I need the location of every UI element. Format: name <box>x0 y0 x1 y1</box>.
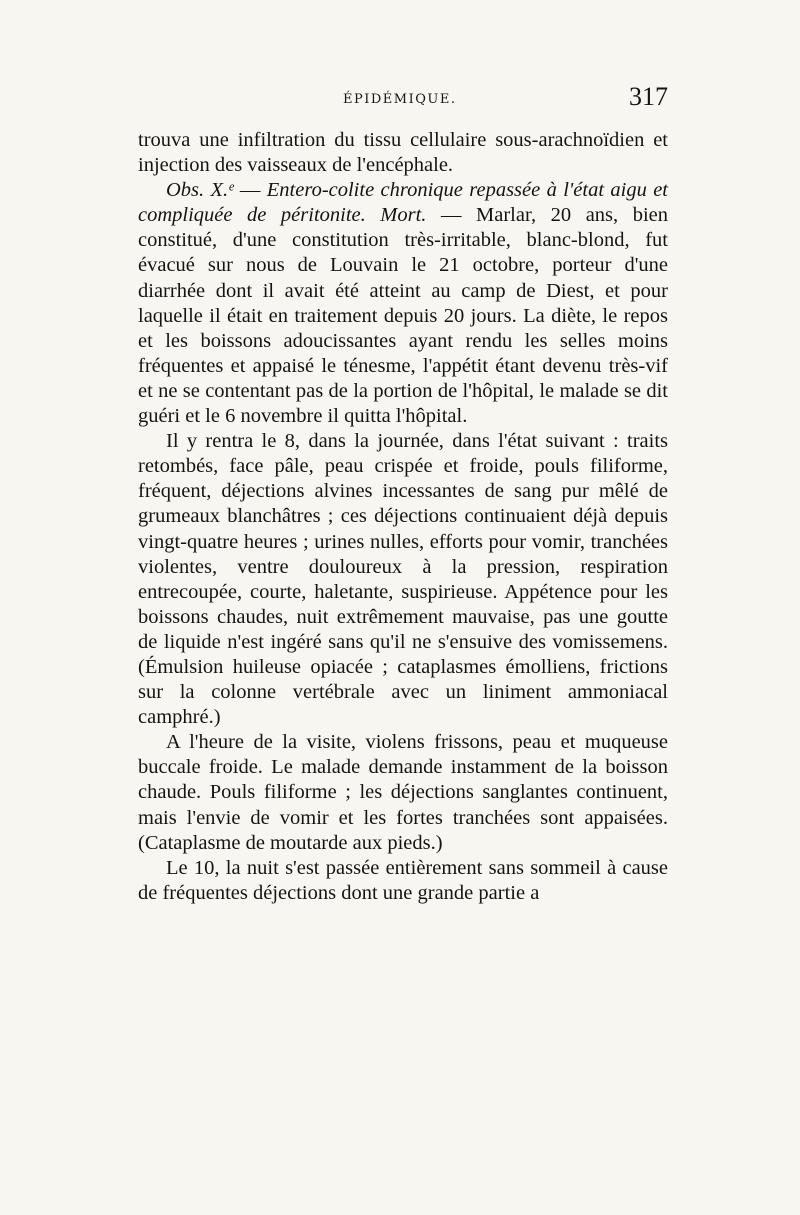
paragraph-continuation: trouva une infiltration du tissu cellulaire sous-arachnoïdien et injection des vaisseaux de l'encéphale. <box>138 129 668 177</box>
paragraph-visit: A l'heure de la visite, violens frissons, peau et muqueuse buccale froide. Le malade demande instamment de la boisson chaude. Pouls filiforme ; les déjections sanglantes continuent, mais l'envie de vomir et les fortes tranchées sont appaisées. (Cataplasme de moutarde aux pieds.) <box>138 731 668 854</box>
observation-label: Obs. X.ᵉ <box>166 179 234 202</box>
page-header <box>138 80 668 120</box>
observation-dash: — <box>233 179 267 202</box>
page-number: 317 <box>629 82 668 111</box>
paragraph-readmission: Il y rentra le 8, dans la journée, dans l'état suivant : traits retombés, face pâle, peau crispée et froide, pouls filiforme, fréquent, déjections alvines incessantes de sang pur mêlé de grumeaux blanchâtres ; ces déjections continuaient déjà depuis vingt-quatre heures ; urines nulles, efforts pour vomir, tranchées violentes, ventre douloureux à la pression, respiration entrecoupée, courte, haletante, suspirieuse. Appétence pour les boissons chaudes, nuit extrêmement mauvaise, pas une goutte de liquide n'est ingéré sans qu'il ne s'ensuive des vomissemens. (Émulsion huileuse opiacée ; cataplasmes émolliens, frictions sur la colonne vertébrale avec un liniment ammoniacal camphré.) <box>138 430 668 729</box>
body-text <box>138 128 668 906</box>
running-title: ÉPIDÉMIQUE. <box>343 92 457 107</box>
observation-text: — Marlar, 20 ans, bien constitué, d'une constitution très-irritable, blanc-blond, fut évacué sur nous de Louvain le 21 octobre, porteur d'une diarrhée dont il avait été atteint au camp de Diest, et pour laquelle il était en traitement depuis 20 jours. La diète, le repos et les boissons adoucissantes ayant rendu les selles moins fréquentes et appaisé le ténesme, l'appétit étant devenu très-vif et ne se contentant pas de la portion de l'hôpital, le malade se dit guéri et le 6 novembre il quitta l'hôpital. <box>138 204 668 428</box>
paragraph-day-10: Le 10, la nuit s'est passée entièrement sans sommeil à cause de fréquentes déjections dont une grande partie a <box>138 856 668 904</box>
paragraph-observation <box>138 178 668 429</box>
observation-title: Entero-colite chronique repassée à l'état aigu et compliquée de péritonite. Mort. <box>138 179 668 227</box>
